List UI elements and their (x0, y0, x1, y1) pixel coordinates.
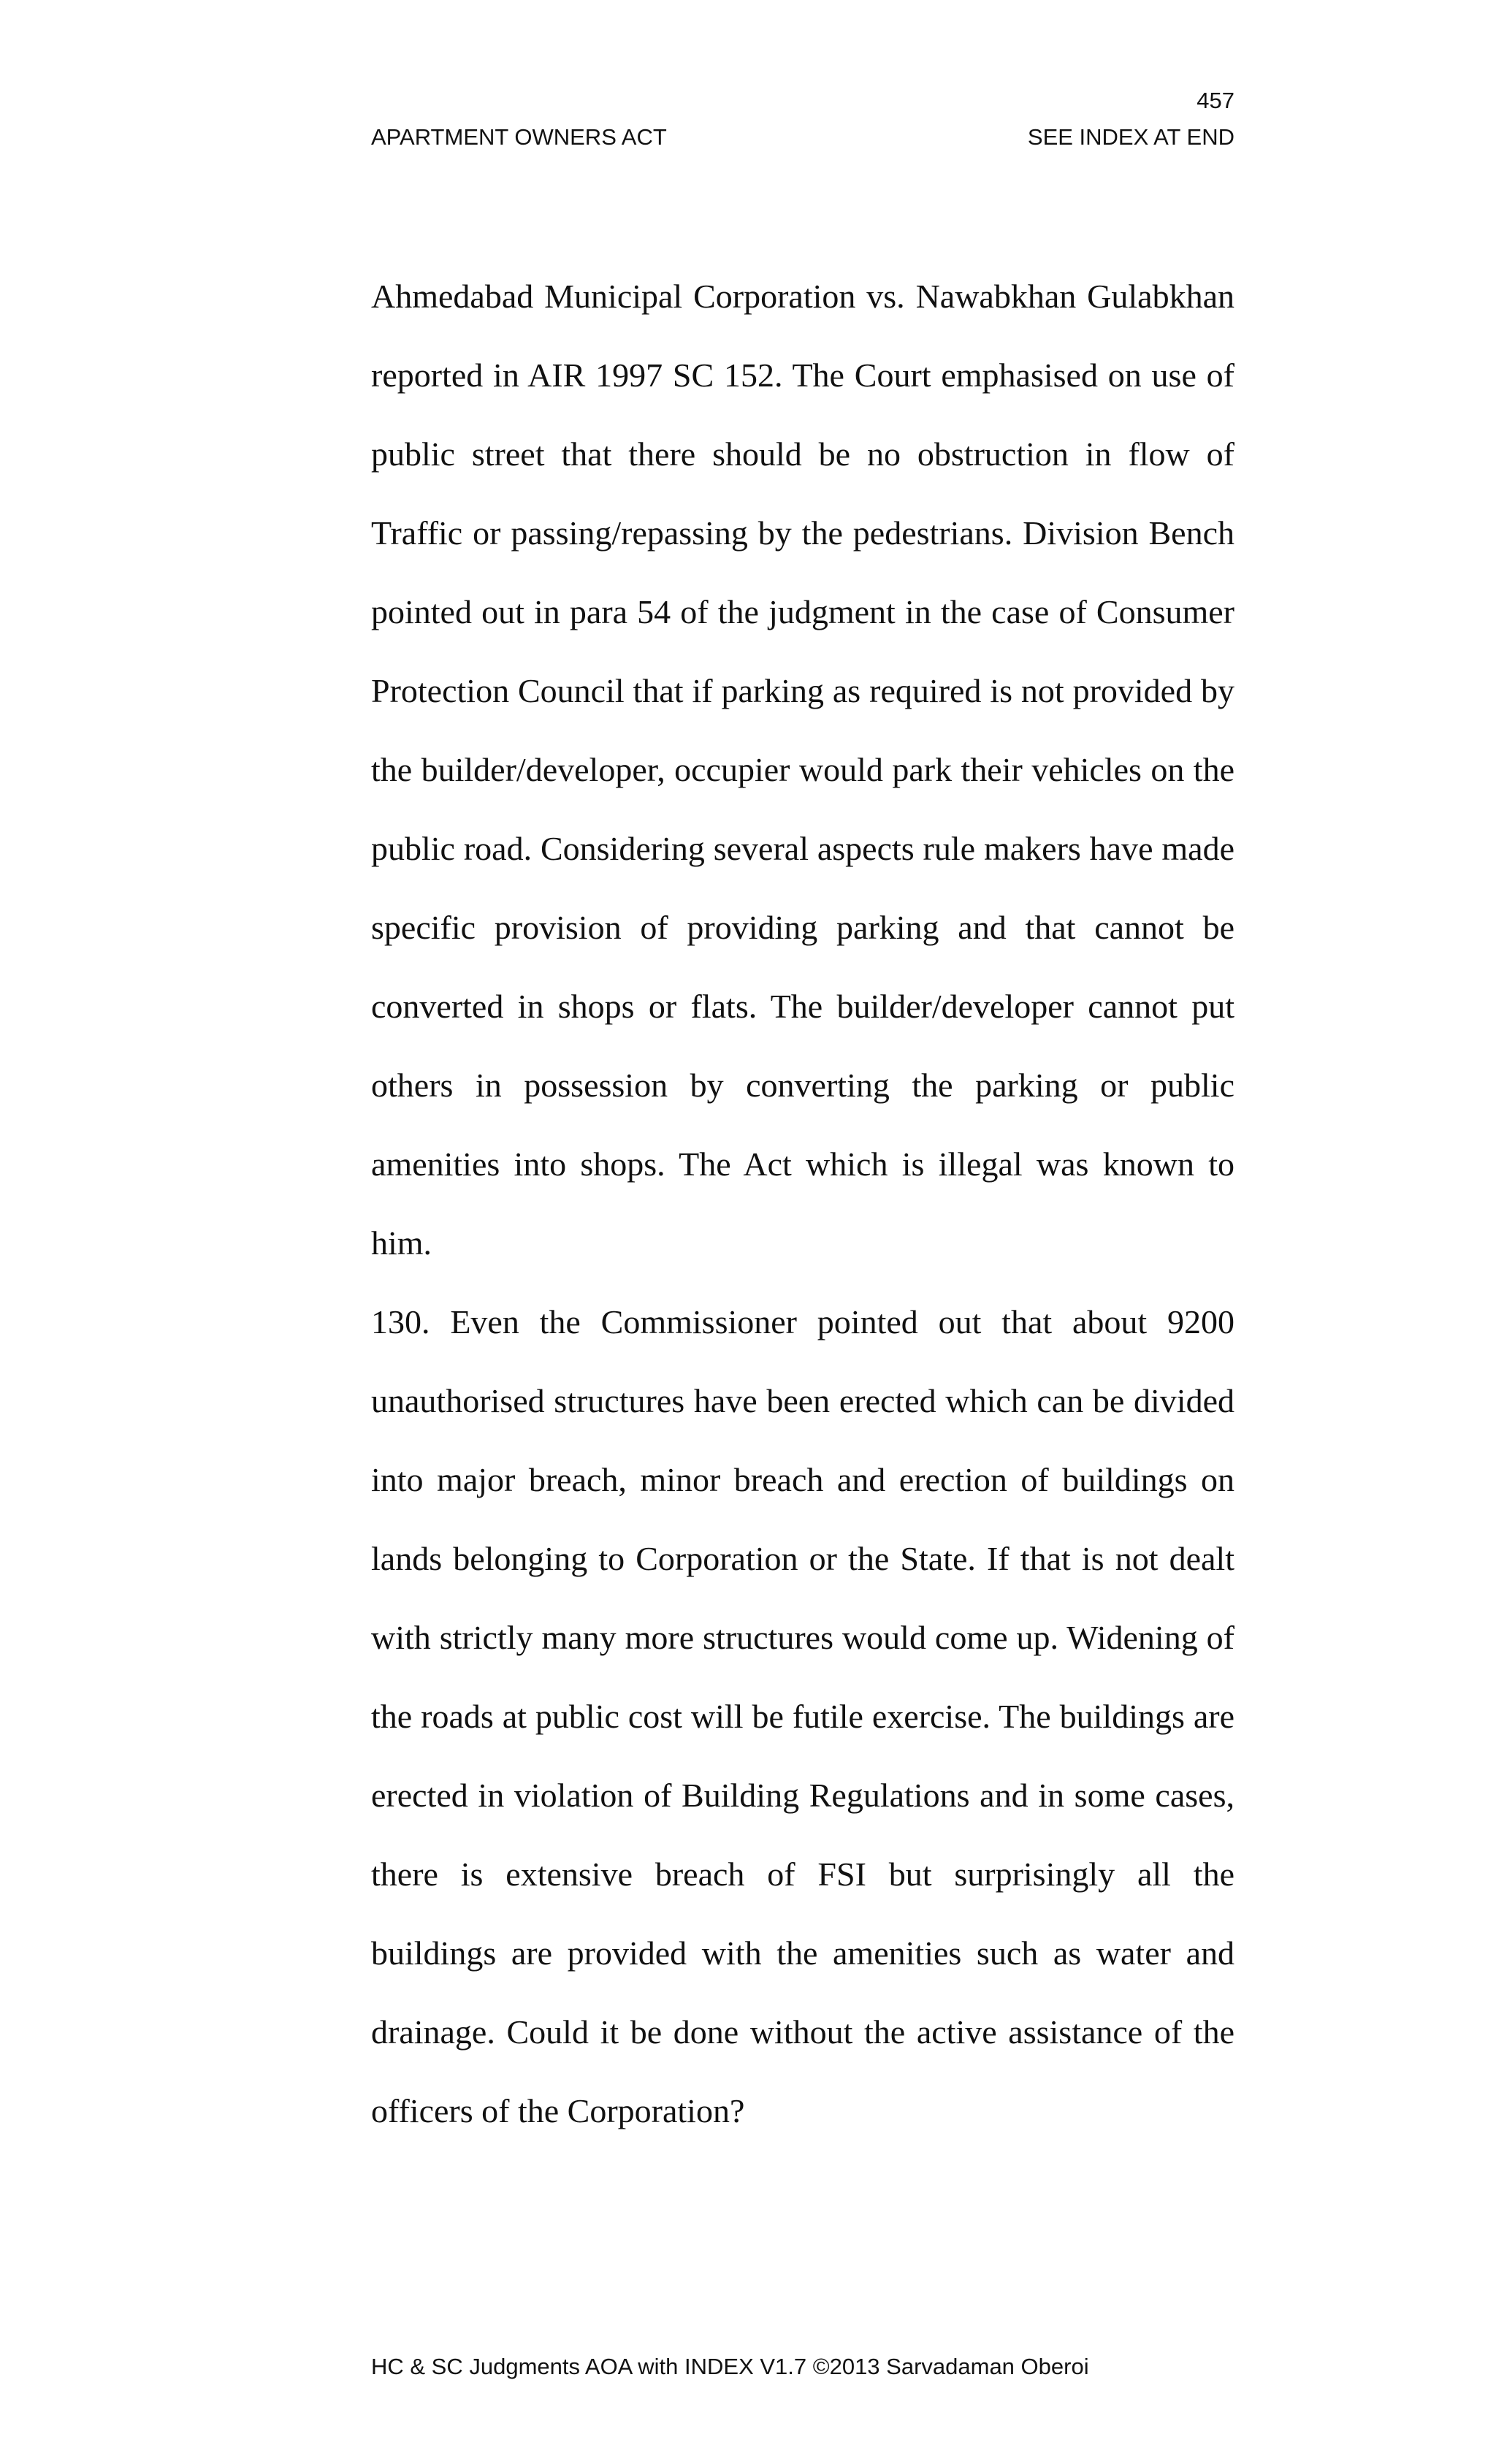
page-number: 457 (1197, 88, 1234, 113)
header-right-note: SEE INDEX AT END (1027, 124, 1234, 150)
page-footer: HC & SC Judgments AOA with INDEX V1.7 ©2013 Sarvadaman Oberoi (371, 2354, 1089, 2379)
paragraph-1: Ahmedabad Municipal Corporation vs. Nawabkhan Gulabkhan reported in AIR 1997 SC 152. The Court emphasised on use of public street that there should be no obstruction in flow of Traffic or passing/repassing by the pedestrians. Division Bench pointed out in para 54 of the judgment in the case of Consumer Protection Council that if parking as required is not provided by the builder/developer, occupier would park their vehicles on the public road. Considering several aspects rule makers have made specific provision of providing parking and that cannot be converted in shops or flats. The builder/developer cannot put others in possession by converting the parking or public amenities into shops. The Act which is illegal was known to him. (371, 278, 1234, 1262)
paragraph-2: 130. Even the Commissioner pointed out that about 9200 unauthorised structures have been erected which can be divided into major breach, minor breach and erection of buildings on lands belonging to Corporation or the State. If that is not dealt with strictly many more structures would come up. Widening of the roads at public cost will be futile exercise. The buildings are erected in violation of Building Regulations and in some cases, there is extensive breach of FSI but surprisingly all the buildings are provided with the amenities such as water and drainage. Could it be done without the active assistance of the officers of the Corporation? (371, 1303, 1234, 2129)
document-body (371, 257, 1234, 2151)
header-left-title: APARTMENT OWNERS ACT (371, 124, 667, 150)
running-header (371, 126, 1234, 148)
